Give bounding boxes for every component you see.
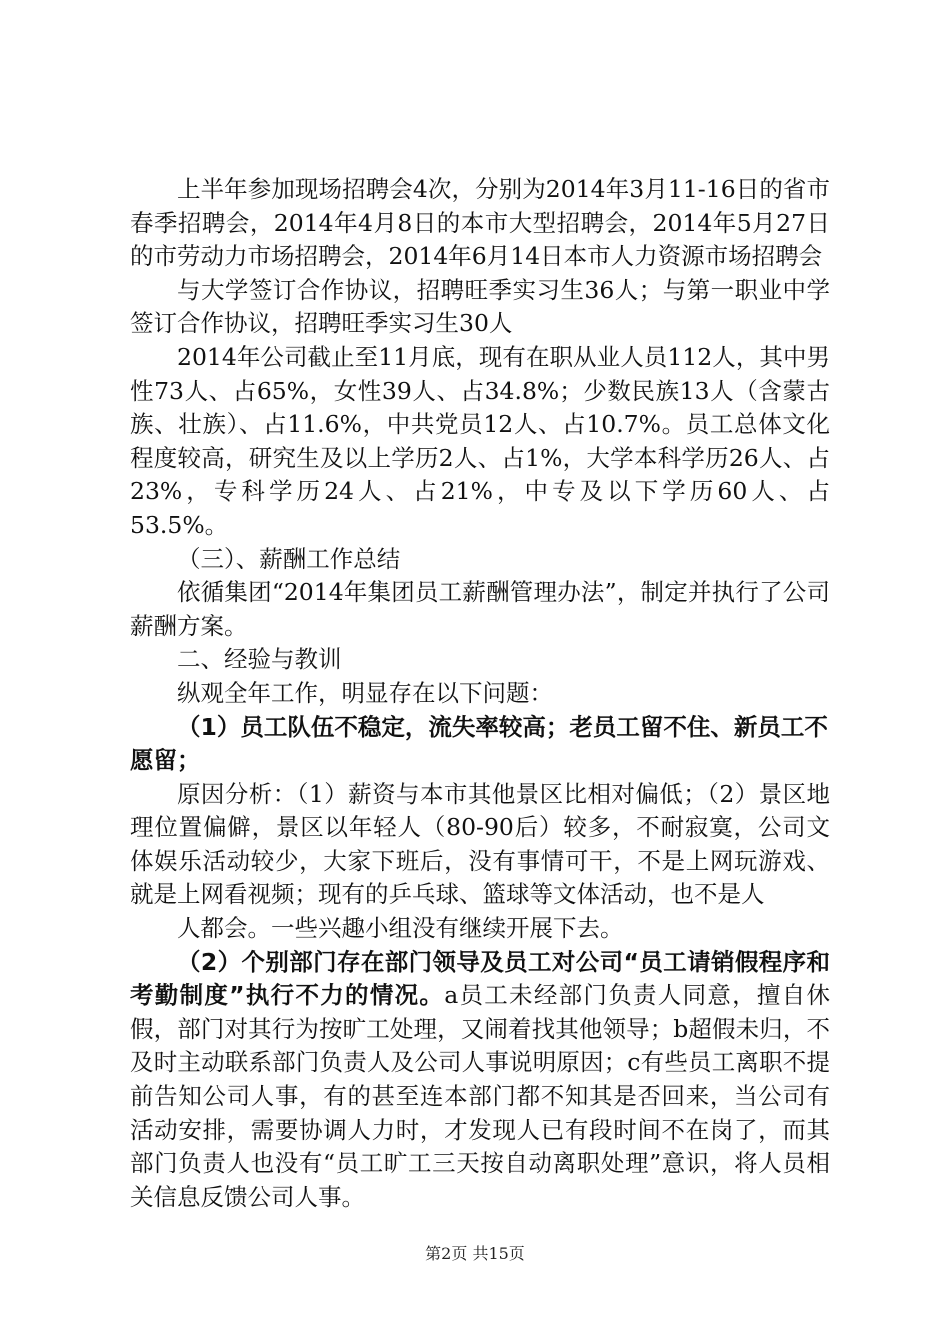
paragraph-problem-2 [130,946,830,1215]
page-footer: 第2页 共15页 [425,1244,525,1263]
paragraph-salary-plan: 依循集团“2014年集团员工薪酬管理办法”，制定并执行了公司薪酬方案。 [130,578,830,640]
paragraph-staff-statistics: 2014年公司截止至11月底，现有在职从业人员112人，其中男性73人、占65%，女性39人、占34.8%；少数民族13人（含蒙古族、壮族）、占11.6%，中共党员12人、占10.7%。员工总体文化程度较高，研究生及以上学历2人、占1%，大学本科学历26人、占23%，专科学历24人、占21%，中专及以下学历60人、占53.5%。 [130,342,830,539]
document-body [130,173,830,1214]
paragraph-problems-intro: 纵观全年工作，明显存在以下问题： [177,678,553,707]
heading-problem-1: （1）员工队伍不稳定，流失率较高；老员工留不住、新员工不愿留； [130,712,828,775]
problem-2-bold-lead: （2）个别部门存在部门领导及员工对公司“员工请销假程序和考勤制度”执行不力的情况。 [130,947,830,1010]
paragraph-job-fairs: 上半年参加现场招聘会4次，分别为2014年3月11-16日的省市春季招聘会，2014年4月8日的本市大型招聘会，2014年5月27日的市劳动力市场招聘会，2014年6月14日本市人力资源市场招聘会 [130,175,830,271]
paragraph-cause-analysis: 原因分析：（1）薪资与本市其他景区比相对偏低；（2）景区地理位置偏僻，景区以年轻人（80-90后）较多，不耐寂寞，公司文体娱乐活动较少，大家下班后，没有事情可干，不是上网玩游戏、就是上网看视频；现有的乒乓球、篮球等文体活动，也不是人 [130,779,830,909]
heading-experience-lessons: 二、经验与教训 [177,645,342,674]
paragraph-interest-groups: 人都会。一些兴趣小组没有继续开展下去。 [177,914,624,943]
problem-2-details: a员工未经部门负责人同意，擅自休假，部门对其行为按旷工处理，又闹着找其他领导；b超假未归，不及时主动联系部门负责人及公司人事说明原因；c有些员工离职不提前告知公司人事，有的甚至连本部门都不知其是否回来，当公司有活动安排，需要协调人力时，才发现人已有段时间不在岗了，而其部门负责人也没有“员工旷工三天按自动离职处理”意识，将人员相关信息反馈公司人事。 [130,981,831,1211]
paragraph-intern-agreements: 与大学签订合作协议，招聘旺季实习生36人；与第一职业中学签订合作协议，招聘旺季实习生30人 [130,275,830,338]
heading-salary-summary: （三）、薪酬工作总结 [177,544,401,573]
